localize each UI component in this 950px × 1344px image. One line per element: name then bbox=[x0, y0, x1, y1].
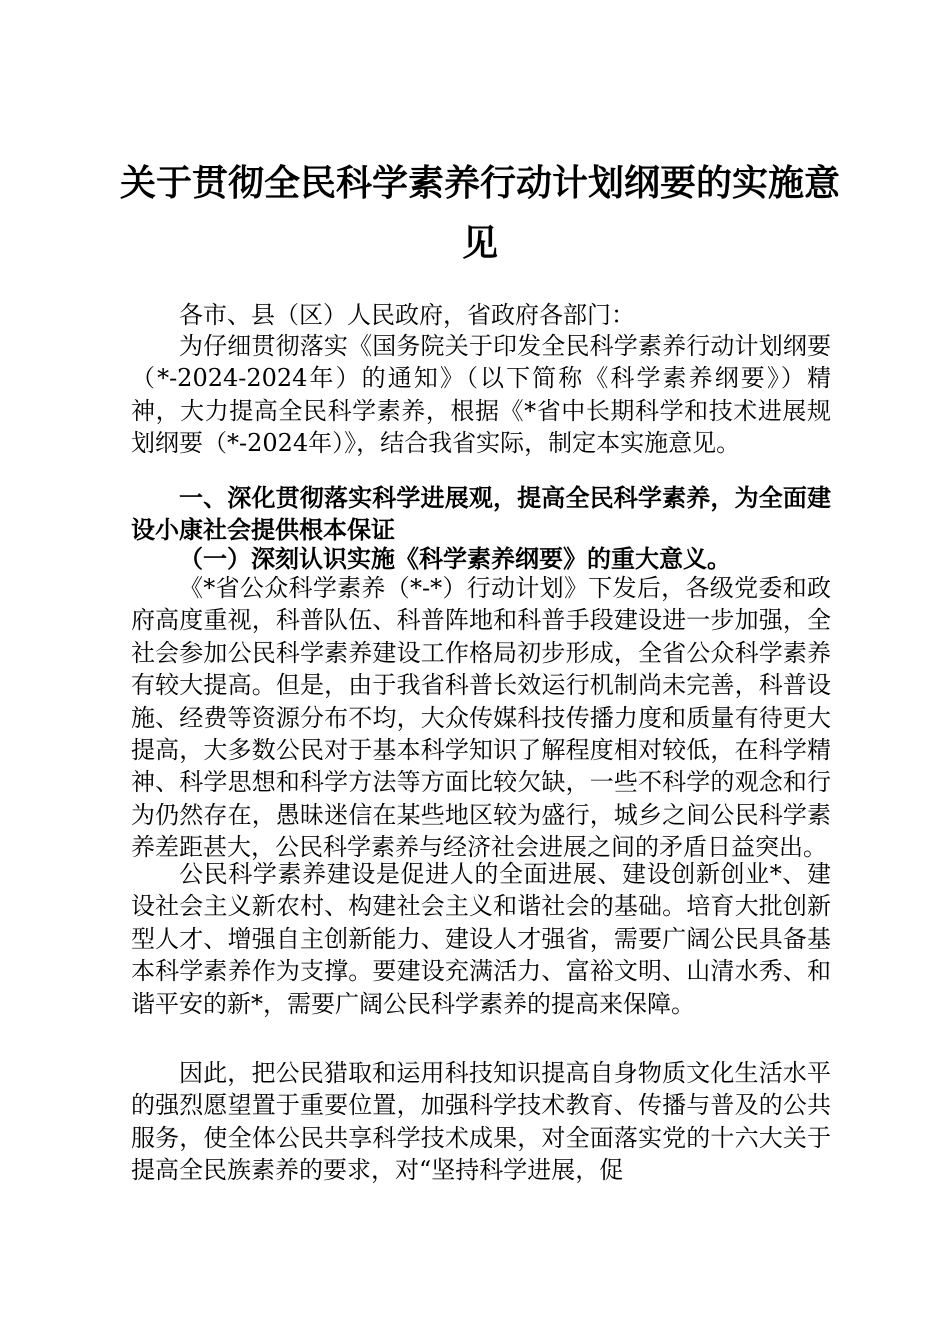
salutation: 各市、县（区）人民政府，省政府各部门： bbox=[179, 301, 635, 329]
document-title-line-1: 关于贯彻全民科学素养行动计划纲要的实施意 bbox=[120, 163, 841, 204]
document-title-line-2: 见 bbox=[461, 223, 498, 264]
paragraph-therefore: 因此，把公民猎取和运用科技知识提高自身物质文化生活水平的强烈愿望置于重要位置，加强科学技术教育、传播与普及的公共服务，使全体公民共享科学技术成果，对全面落实党的十六大关于提高全民族素养的要求，对“坚持科学进展，促 bbox=[131, 1059, 831, 1185]
paragraph-significance: 《*省公众科学素养（*-*）行动计划》下发后，各级党委和政府高度重视，科普队伍、科普阵地和科普手段建设进一步加强，全社会参加公民科学素养建设工作格局初步形成，全省公众科学素养有较大提高。但是，由于我省科普长效运行机制尚未完善，科普设施、经费等资源分布不均，大众传媒科技传播力度和质量有待更大提高，大多数公民对于基本科学知识了解程度相对较低，在科学精神、科学思想和科学方法等方面比较欠缺，一些不科学的观念和行为仍然存在，愚昧迷信在某些地区较为盛行，城乡之间公民科学素养差距甚大，公民科学素养与经济社会进展之间的矛盾日益突出。 bbox=[131, 574, 831, 862]
section-heading-1: 一、深化贯彻落实科学进展观，提高全民科学素养，为全面建设小康社会提供根本保证 bbox=[131, 484, 831, 544]
paragraph-foundation: 公民科学素养建设是促进人的全面进展、建设创新创业*、建设社会主义新农村、构建社会主义和谐社会的基础。培育大批创新型人才、增强自主创新能力、建设人才强省，需要广阔公民具备基本科学素养作为支撑。要建设充满活力、富裕文明、山清水秀、和谐平安的新*，需要广阔公民科学素养的提高来保障。 bbox=[131, 860, 831, 1018]
paragraph-intro: 为仔细贯彻落实《国务院关于印发全民科学素养行动计划纲要（*-2024-2024年）的通知》（以下简称《科学素养纲要》）精神，大力提高全民科学素养，根据《*省中长期科学和技术进展规划纲要（*-2024年）》，结合我省实际，制定本实施意见。 bbox=[131, 332, 831, 458]
subsection-heading-1: （一）深刻认识实施《科学素养纲要》的重大意义。 bbox=[179, 545, 731, 573]
